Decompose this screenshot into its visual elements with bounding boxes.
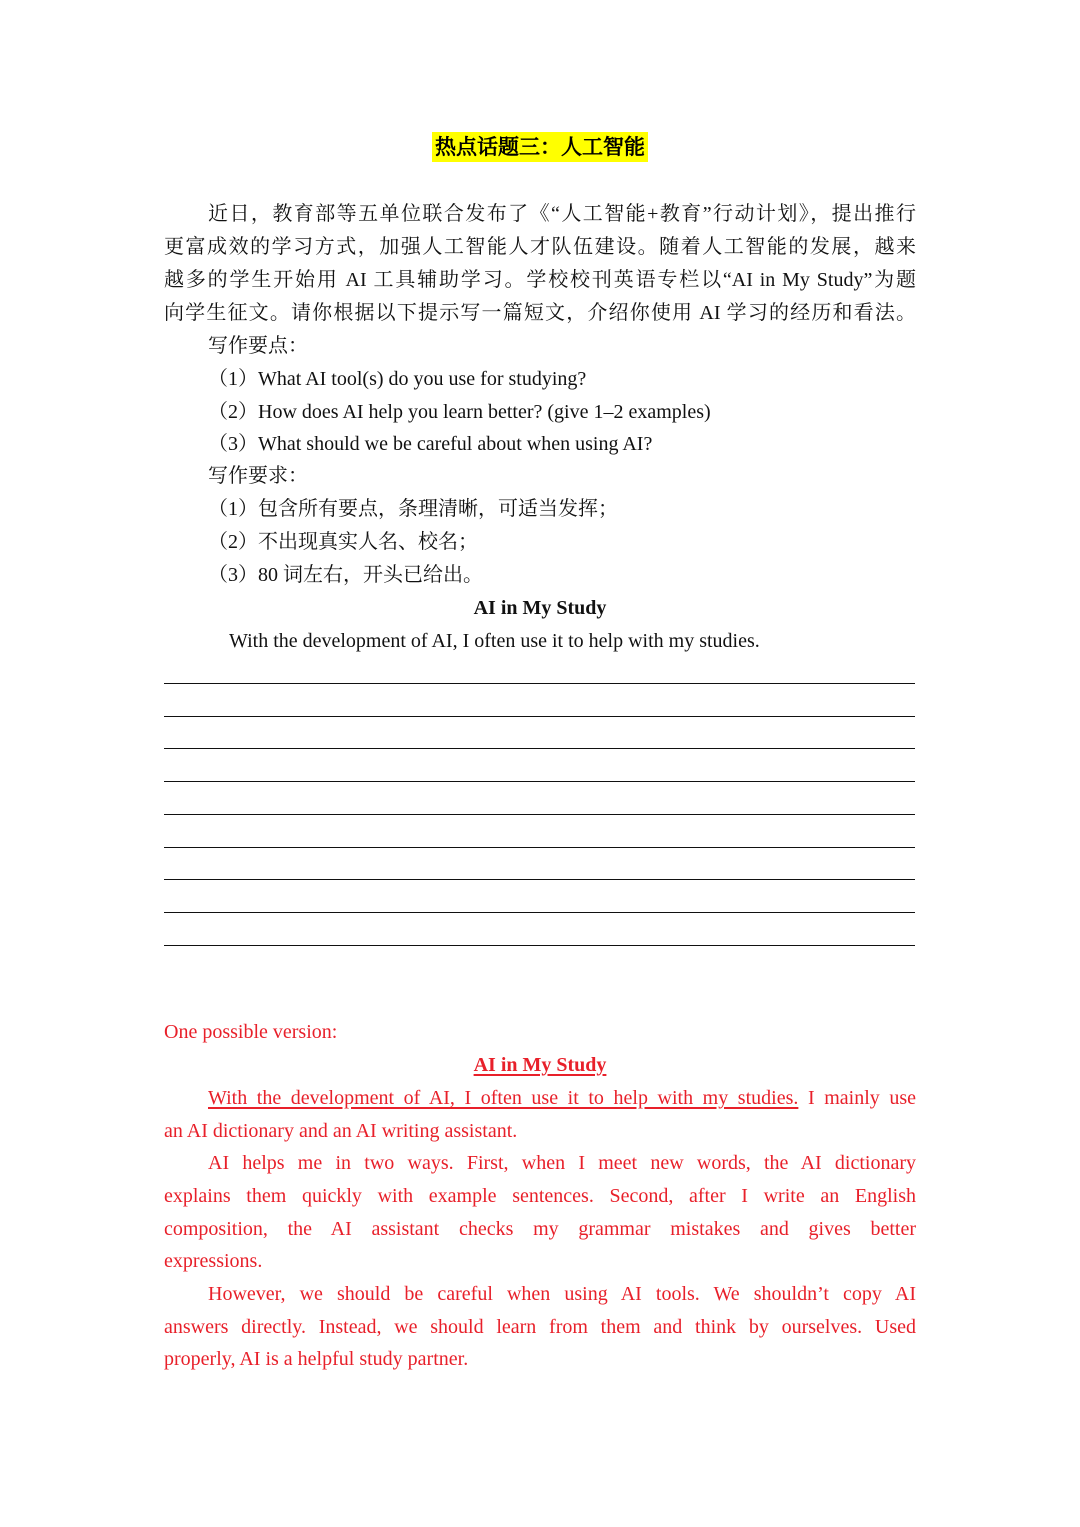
answer-title-text: AI in My Study [473, 1054, 607, 1076]
answer-opening-underlined: With the development of AI, I often use it to help with my studies. [208, 1087, 799, 1109]
answer-p1-line-2: an AI dictionary and an AI writing assistant. [164, 1120, 518, 1142]
essay-title: AI in My Study [473, 597, 607, 619]
answer-line [164, 781, 915, 782]
answer-line [164, 945, 915, 946]
topic-title: 热点话题三：人工智能 [432, 132, 648, 162]
points-heading: 写作要点： [208, 335, 308, 357]
point-2: （2）How does AI help you learn better? (give 1–2 examples) [208, 401, 711, 423]
answer-line [164, 814, 915, 815]
answer-line [164, 748, 915, 749]
point-3: （3）What should we be careful about when using AI? [208, 433, 653, 455]
answer-p1-rest: I mainly use [798, 1087, 916, 1109]
answer-line [164, 879, 915, 880]
answer-p3-line-3: properly, AI is a helpful study partner. [164, 1348, 469, 1370]
requirement-2: （2）不出现真实人名、校名； [208, 531, 478, 553]
point-1: （1）What AI tool(s) do you use for studying? [208, 368, 587, 390]
requirement-3: （3）80 词左右，开头已给出。 [208, 564, 483, 586]
intro-line-1: 近日，教育部等五单位联合发布了《“人工智能+教育”行动计划》，提出推行 [208, 203, 916, 225]
answer-p1-line-1 [164, 1084, 916, 1112]
answer-p2-line-1: AI helps me in two ways. First, when I meet new words, the AI dictionary [208, 1152, 916, 1174]
intro-line-3: 越多的学生开始用 AI 工具辅助学习。学校校刊英语专栏以“AI in My Study”为题 [164, 269, 916, 291]
intro-line-2: 更富成效的学习方式，加强人工智能人才队伍建设。随着人工智能的发展，越来 [164, 236, 916, 258]
answer-line [164, 847, 915, 848]
title-row [0, 132, 1080, 162]
answer-p2-line-2: explains them quickly with example sentences. Second, after I write an English [164, 1185, 916, 1207]
answer-title [164, 1051, 916, 1079]
answer-line [164, 716, 915, 717]
answer-line [164, 912, 915, 913]
answer-p2-line-4: expressions. [164, 1250, 263, 1272]
answer-line [164, 683, 915, 684]
intro-line-4: 向学生征文。请你根据以下提示写一篇短文，介绍你使用 AI 学习的经历和看法。 [164, 302, 916, 324]
essay-opening: With the development of AI, I often use it to help with my studies. [229, 630, 760, 652]
answer-p3-line-2: answers directly. Instead, we should learn from them and think by ourselves. Used [164, 1316, 916, 1338]
answer-label: One possible version: [164, 1021, 338, 1043]
requirements-heading: 写作要求： [208, 465, 308, 487]
requirement-1: （1）包含所有要点，条理清晰，可适当发挥； [208, 498, 618, 520]
answer-p3-line-1: However, we should be careful when using AI tools. We shouldn’t copy AI [208, 1283, 916, 1305]
answer-p2-line-3: composition, the AI assistant checks my grammar mistakes and gives better [164, 1218, 916, 1240]
